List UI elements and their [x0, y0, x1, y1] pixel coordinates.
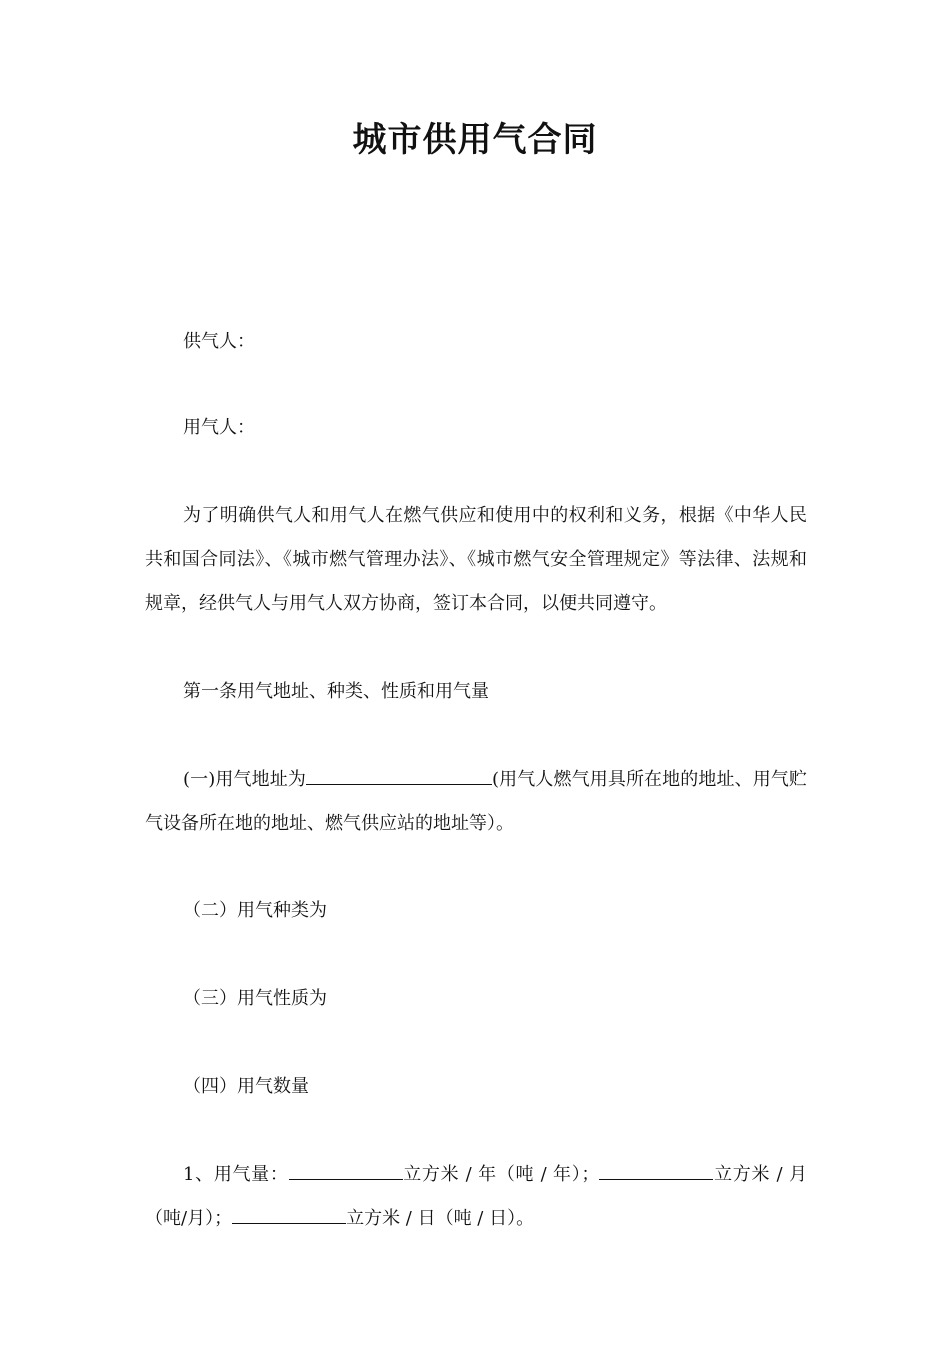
- yearly-qty-blank: [289, 1161, 403, 1180]
- article-1-item-2: （二）用气种类为: [183, 900, 327, 921]
- address-blank: [306, 766, 492, 785]
- document-title: 城市供用气合同: [352, 120, 598, 160]
- item-1-suffix: (用气人燃气用具所在地的地址、用气贮气设备所在地的地址、燃气供应站的地址等）。: [145, 769, 807, 834]
- article-1-item-1: [145, 758, 807, 846]
- qty-prefix: 1、用气量：: [183, 1164, 289, 1185]
- qty-day-unit: 立方米 / 日（吨 / 日）。: [346, 1208, 535, 1229]
- article-1-item-3: （三）用气性质为: [183, 988, 327, 1009]
- qty-year-unit: 立方米 / 年（吨 / 年）；: [402, 1164, 600, 1185]
- article-1-item-4: （四）用气数量: [183, 1076, 309, 1097]
- item-1-prefix: (一)用气地址为: [183, 769, 306, 790]
- article-1-heading: 第一条用气地址、种类、性质和用气量: [183, 681, 489, 702]
- supplier-label: 供气人：: [183, 331, 255, 352]
- daily-qty-blank: [232, 1205, 346, 1224]
- monthly-qty-blank: [599, 1161, 713, 1180]
- gas-quantity-line: [145, 1153, 807, 1241]
- preamble-paragraph: 为了明确供气人和用气人在燃气供应和使用中的权利和义务，根据《中华人民共和国合同法》、《城市燃气管理办法》、《城市燃气安全管理规定》等法律、法规和规章，经供气人与用气人双方协商，签订本合同，以便共同遵守。: [145, 505, 807, 614]
- qty-month-unit: 立方米 / 月（吨/月）；: [145, 1164, 808, 1229]
- user-label: 用气人：: [183, 417, 255, 438]
